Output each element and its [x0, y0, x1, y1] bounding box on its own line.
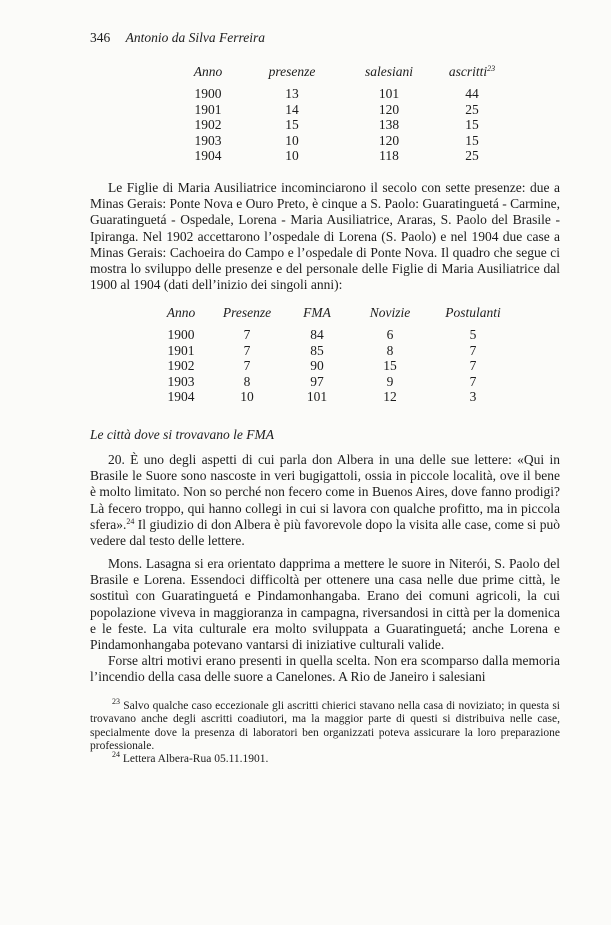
- footnote-number: 23: [112, 697, 120, 706]
- column-header: Postulanti: [445, 305, 501, 320]
- table-cell: 15: [383, 358, 397, 373]
- column-header: Novizie: [369, 305, 411, 320]
- table-cell: 7: [469, 358, 477, 373]
- table-row: [178, 86, 512, 102]
- footnote-23: [90, 697, 560, 754]
- column-header: FMA: [303, 305, 331, 320]
- table-cell: 6: [386, 327, 394, 342]
- table-row: [178, 133, 512, 149]
- table-salesian-presences: [178, 64, 512, 164]
- table-cell: 1903: [194, 132, 222, 148]
- table-cell: 3: [469, 389, 477, 404]
- table-cell: 8: [386, 342, 394, 358]
- table-cell: 118: [379, 148, 399, 163]
- table-cell: 7: [243, 358, 251, 373]
- table-fma-presences: [152, 305, 516, 405]
- paragraph-fma-presences: Le Figlie di Maria Ausiliatrice incominciarono il secolo con sette presenze: due a Minas Gerais: Ponte Nova e Ouro Preto, è cinque a S. Paolo: Guaratinguetá - Carmine, Guaratinguetá - Ospedale, Lorena - Maria Ausiliatrice, Araras, S. Paolo del Brasile - Ipiranga. Nel 1902 accettarono l’ospedale di Lorena (S. Paolo) e nel 1904 due case a Minas Gerais: Cachoeira do Campo e l’ospedale di Ponte Nova. Il quadro che segue ci mostra lo sviluppo delle presenze e del personale delle Figlie di Maria Ausiliatrice dal 1900 al 1904 (dati dell’inizio dei singoli anni):: [90, 180, 560, 293]
- table-row: [178, 102, 512, 118]
- table-cell: 1904: [167, 389, 195, 404]
- table-cell: 7: [469, 342, 477, 358]
- column-header: salesiani: [364, 64, 413, 79]
- table-cell: 1902: [194, 117, 222, 132]
- table-cell: 1901: [167, 342, 195, 358]
- column-header: presenze: [268, 64, 316, 79]
- table-cell: 25: [465, 148, 479, 163]
- running-head-author: Antonio da Silva Ferreira: [125, 30, 265, 45]
- paragraph-text: 20. È uno degli aspetti di cui parla don Albera in una delle sue lettere: «Qui in Brasile le Suore sono nascoste in veri bugigattoli, ossia in piccole località, ove il bene è molto limitato. Non so perché non fecero come in Buenos Aires, dove fanno prodigi? Là fecero troppo, qui hanno collegi in cui si lavora con qualche profitto, ma in piccola sfera».: [90, 452, 560, 532]
- paragraph-lasagna: Mons. Lasagna si era orientato dapprima a mettere le suore in Niterói, S. Paolo del Brasile e Lorena. Essendoci difficoltà per ottenere una casa nelle due prime città, le sostituì con Guaratinguetá e Pindamonhangaba. Erano dei comuni agricoli, la cui popolazione viveva in maggioranza in campagna, riversandosi in città per la domenica e le feste. La vita culturale era molto sviluppata a Guaratinguetá; anche Lorena e Pindamonhangaba potevano vantarsi di iniziative culturali valide.: [90, 556, 560, 653]
- table-cell: 15: [465, 132, 479, 148]
- table-cell: 7: [243, 327, 251, 342]
- table-row: [178, 117, 512, 133]
- table-cell: 14: [285, 101, 299, 117]
- footnote-text: Lettera Albera-Rua 05.11.1901.: [122, 753, 269, 765]
- table-cell: 1904: [194, 148, 222, 163]
- running-header: [90, 30, 265, 46]
- footnote-number: 24: [112, 750, 120, 759]
- footnote-24: [90, 750, 560, 766]
- page-number: 346: [90, 30, 111, 45]
- table-cell: 1900: [194, 86, 222, 101]
- paragraph-albera-letter: [90, 452, 560, 549]
- table-cell: 1902: [167, 358, 195, 373]
- table-cell: 1903: [167, 373, 195, 389]
- section-heading: Le città dove si trovavano le FMA: [90, 427, 274, 442]
- table-row: [152, 327, 516, 343]
- table-cell: 10: [285, 148, 299, 163]
- table-cell: 84: [310, 327, 324, 342]
- footnote-text: Salvo qualche caso eccezionale gli ascritti chierici stavano nella casa di noviziato; in questa si trovavano anche degli ascritti coadiutori, ma la maggior parte di questi si distribuiva nelle case, specialmente dove la presenza di laboratori ben organizzati poteva assicurare la loro preparazione professionale.: [90, 700, 560, 753]
- table-cell: 101: [378, 86, 400, 101]
- table-cell: 1901: [194, 101, 222, 117]
- table-row: [152, 389, 516, 405]
- column-header: Presenze: [222, 305, 272, 320]
- table-cell: 7: [469, 373, 477, 389]
- column-header: [432, 64, 512, 86]
- table-cell: 15: [285, 117, 299, 132]
- paragraph-other-motives: Forse altri motivi erano presenti in quella scelta. Non era scomparso dalla memoria l’incendio della casa delle suore a Canelones. A Rio de Janeiro i salesiani: [90, 653, 560, 685]
- column-header-label: ascritti: [448, 64, 488, 79]
- table-cell: 15: [465, 117, 479, 132]
- table-cell: 8: [243, 373, 251, 389]
- column-header: Anno: [193, 64, 223, 79]
- table-cell: 9: [386, 373, 394, 389]
- table-cell: 7: [243, 342, 251, 358]
- table-cell: 138: [378, 117, 400, 132]
- footnote-ref: 23: [487, 64, 496, 73]
- table-cell: 85: [310, 342, 324, 358]
- table-cell: 10: [285, 132, 299, 148]
- footnote-ref: 24: [126, 516, 135, 526]
- table-cell: 1900: [167, 327, 195, 342]
- table-header-row: [152, 305, 516, 327]
- table-row: [152, 343, 516, 359]
- paragraph-text-tail: Il giudizio di don Albera è più favorevole dopo la visita alle case, come si può vedere dal testo delle lettere.: [90, 516, 560, 549]
- table-cell: 13: [285, 86, 299, 101]
- table-cell: 97: [310, 373, 324, 389]
- column-header: Anno: [166, 305, 196, 320]
- table-cell: 120: [378, 101, 400, 117]
- table-cell: 25: [465, 101, 479, 117]
- table-row: [152, 374, 516, 390]
- table-header-row: [178, 64, 512, 86]
- table-cell: 44: [465, 86, 479, 101]
- table-cell: 90: [310, 358, 324, 373]
- table-cell: 12: [383, 389, 397, 404]
- table-row: [178, 148, 512, 164]
- table-cell: 5: [469, 327, 477, 342]
- table-cell: 10: [240, 389, 254, 404]
- table-row: [152, 358, 516, 374]
- table-cell: 101: [306, 389, 328, 404]
- table-cell: 120: [378, 132, 400, 148]
